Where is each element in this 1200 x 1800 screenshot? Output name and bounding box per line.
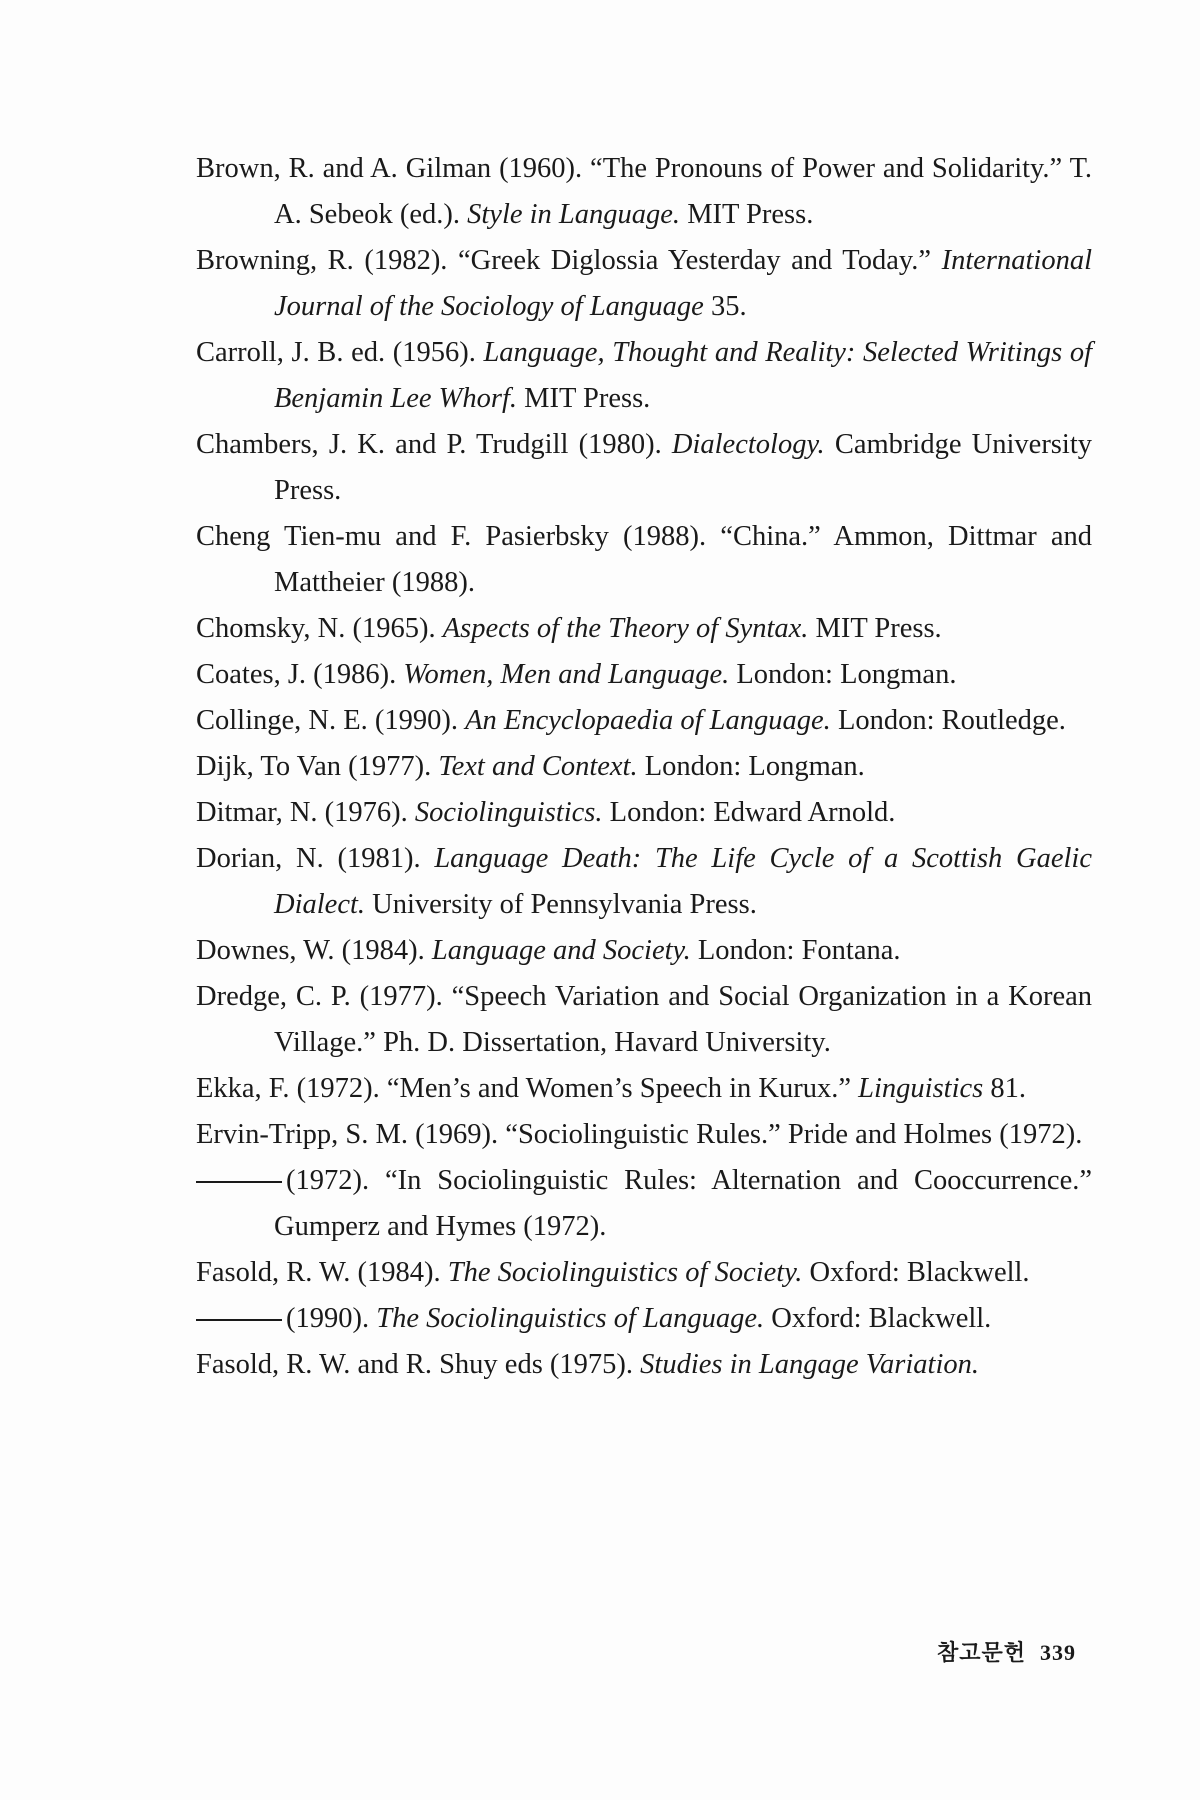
reference-entry: Chambers, J. K. and P. Trudgill (1980). Dialectology. Cambridge University Press. xyxy=(196,429,1092,506)
reference-entry: Fasold, R. W. (1984). The Sociolinguistics of Society. Oxford: Blackwell. xyxy=(196,1257,1030,1288)
running-footer xyxy=(937,1636,1076,1667)
reference-entry: Carroll, J. B. ed. (1956). Language, Thought and Reality: Selected Writings of Benjamin Lee Whorf. MIT Press. xyxy=(196,337,1092,414)
reference-entry: Dredge, C. P. (1977). “Speech Variation and Social Organization in a Korean Village.” Ph. D. Dissertation, Havard University. xyxy=(196,981,1092,1058)
reference-entry: Brown, R. and A. Gilman (1960). “The Pronouns of Power and Solidarity.” T. A. Sebeok (ed.). Style in Language. MIT Press. xyxy=(196,153,1092,230)
reference-entry: Ekka, F. (1972). “Men’s and Women’s Speech in Kurux.” Linguistics 81. xyxy=(196,1073,1027,1104)
ditto-dash xyxy=(196,1319,282,1321)
reference-entry: Collinge, N. E. (1990). An Encyclopaedia of Language. London: Routledge. xyxy=(196,705,1066,736)
reference-entry: Cheng Tien-mu and F. Pasierbsky (1988). “China.” Ammon, Dittmar and Mattheier (1988). xyxy=(196,521,1092,598)
reference-entry: Dijk, To Van (1977). Text and Context. London: Longman. xyxy=(196,751,865,782)
reference-entry: Coates, J. (1986). Women, Men and Language. London: Longman. xyxy=(196,659,957,690)
reference-entry: (1990). The Sociolinguistics of Language. Oxford: Blackwell. xyxy=(196,1296,1092,1342)
page-number: 339 xyxy=(1040,1640,1076,1665)
reference-entry: Fasold, R. W. and R. Shuy eds (1975). Studies in Langage Variation. xyxy=(196,1349,979,1380)
reference-entry: (1972). “In Sociolinguistic Rules: Alternation and Cooccurrence.” Gumperz and Hymes (1972). xyxy=(196,1158,1092,1250)
reference-entry: Downes, W. (1984). Language and Society. London: Fontana. xyxy=(196,935,901,966)
reference-entry: Browning, R. (1982). “Greek Diglossia Yesterday and Today.” International Journal of the Sociology of Language 35. xyxy=(196,245,1092,322)
ditto-dash xyxy=(196,1181,282,1183)
reference-list xyxy=(196,146,1092,1388)
reference-entry: Ditmar, N. (1976). Sociolinguistics. London: Edward Arnold. xyxy=(196,797,896,828)
section-title: 참고문헌 xyxy=(936,1640,1026,1665)
reference-entry: Ervin-Tripp, S. M. (1969). “Sociolinguistic Rules.” Pride and Holmes (1972). xyxy=(196,1119,1083,1150)
reference-entry: Chomsky, N. (1965). Aspects of the Theory of Syntax. MIT Press. xyxy=(196,613,942,644)
reference-entry: Dorian, N. (1981). Language Death: The Life Cycle of a Scottish Gaelic Dialect. University of Pennsylvania Press. xyxy=(196,843,1092,920)
